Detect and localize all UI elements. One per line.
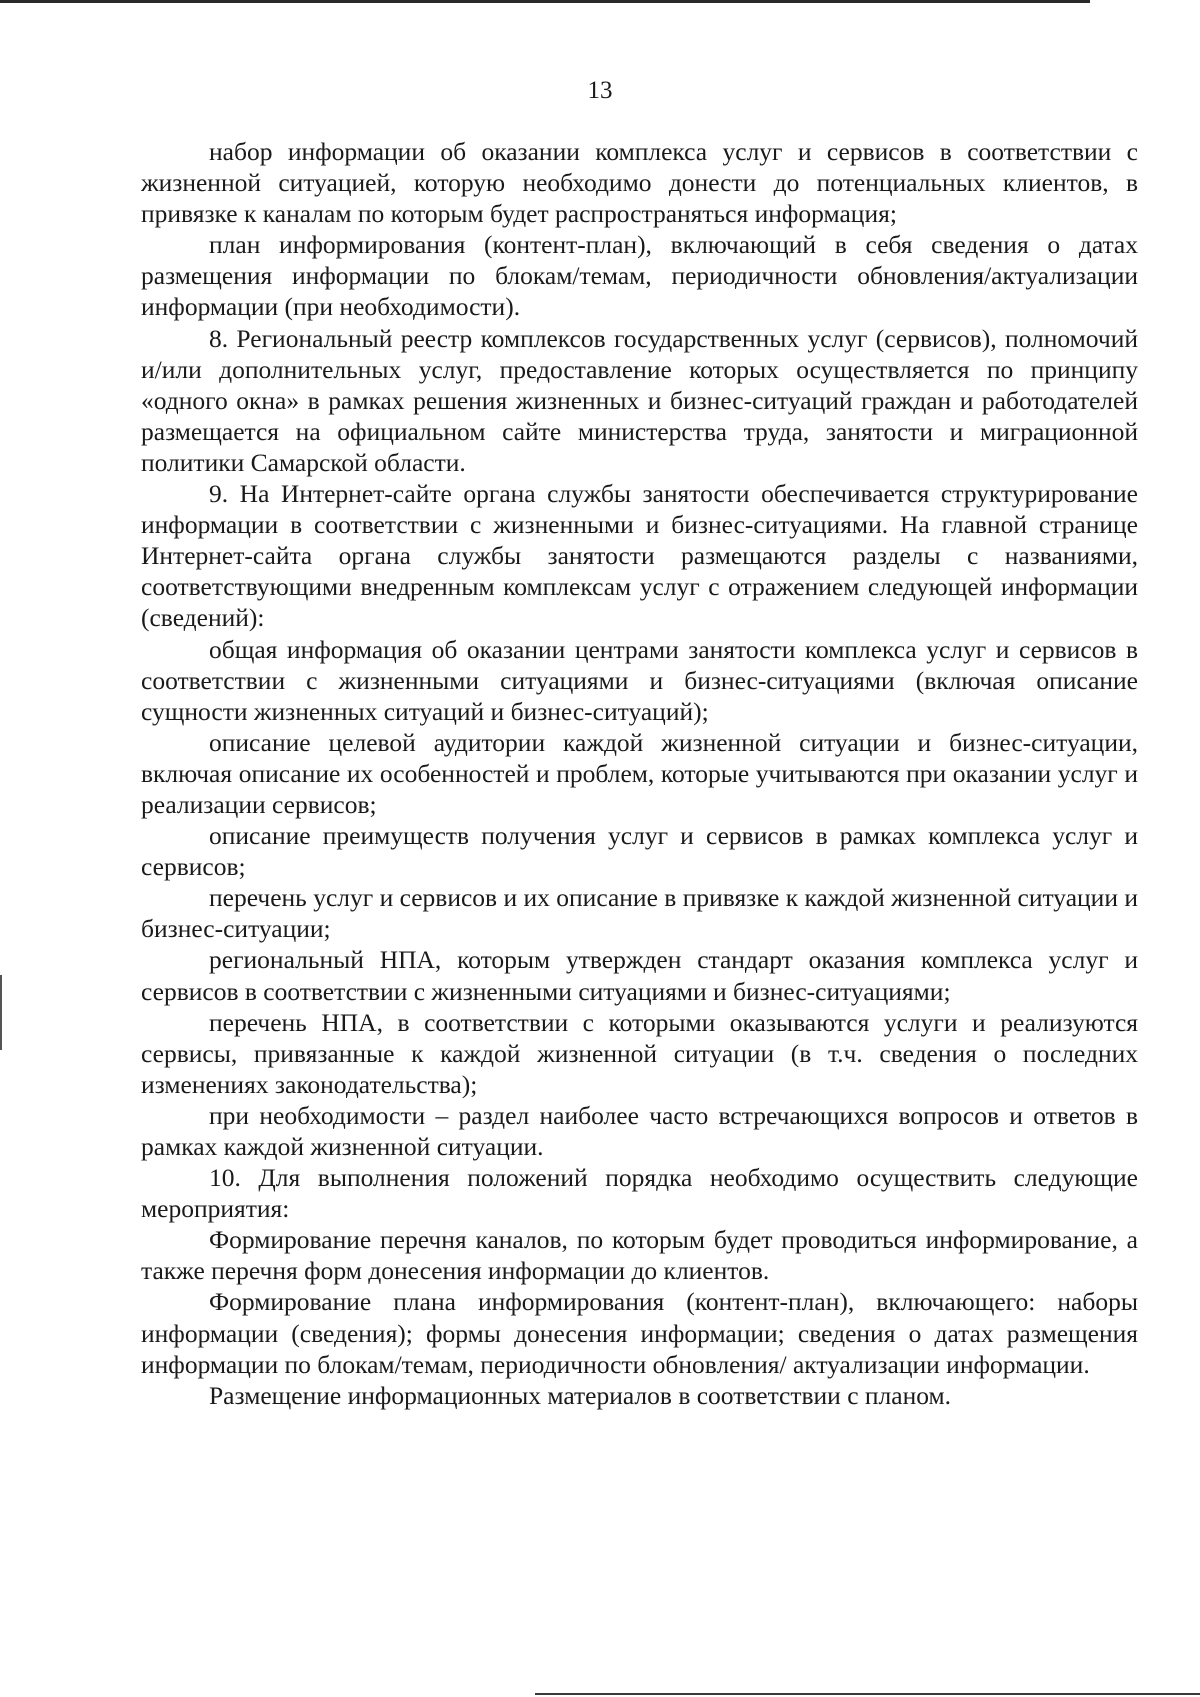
paragraph: описание преимуществ получения услуг и сервисов в рамках комплекса услуг и сервисов; xyxy=(141,821,1138,882)
paragraph: 9. На Интернет-сайте органа службы занятости обеспечивается структурирование информации в соответствии с жизненными и бизнес-ситуациями. На главной странице Интернет-сайта органа службы занятости размещаются разделы с названиями, соответствующими внедренным комплексам услуг с отражением следующей информации (сведений): xyxy=(141,479,1138,633)
paragraph: 10. Для выполнения положений порядка необходимо осуществить следующие мероприятия: xyxy=(141,1163,1138,1224)
document-body xyxy=(141,136,1138,1411)
paragraph: общая информация об оказании центрами занятости комплекса услуг и сервисов в соответствии с жизненными ситуациями и бизнес-ситуациями (включая описание сущности жизненных ситуаций и бизнес-ситуаций); xyxy=(141,634,1138,726)
paragraph: региональный НПА, которым утвержден стандарт оказания комплекса услуг и сервисов в соответствии с жизненными ситуациями и бизнес-ситуациями; xyxy=(141,945,1138,1006)
paragraph: план информирования (контент-план), включающий в себя сведения о датах размещения информации по блокам/темам, периодичности обновления/актуализации информации (при необходимости). xyxy=(141,230,1138,322)
scan-edge-bottom xyxy=(535,1693,1200,1695)
paragraph: Формирование перечня каналов, по которым будет проводиться информирование, а также перечня форм донесения информации до клиентов. xyxy=(141,1225,1138,1286)
paragraph: набор информации об оказании комплекса услуг и сервисов в соответствии с жизненной ситуацией, которую необходимо донести до потенциальных клиентов, в привязке к каналам по которым будет распространяться информация; xyxy=(141,137,1138,229)
paragraph: при необходимости – раздел наиболее часто встречающихся вопросов и ответов в рамках каждой жизненной ситуации. xyxy=(141,1100,1138,1161)
page-number: 13 xyxy=(587,77,613,104)
paragraph: Размещение информационных материалов в соответствии с планом. xyxy=(209,1380,952,1410)
scan-edge-left xyxy=(0,975,2,1050)
paragraph: перечень НПА, в соответствии с которыми оказываются услуги и реализуются сервисы, привязанные к каждой жизненной ситуации (в т.ч. сведения о последних изменениях законодательства); xyxy=(141,1007,1138,1099)
paragraph: Формирование плана информирования (контент-план), включающего: наборы информации (сведения); формы донесения информации; сведения о датах размещения информации по блокам/темам, периодичности обновления/ актуализации информации. xyxy=(141,1287,1138,1379)
paragraph: перечень услуг и сервисов и их описание в привязке к каждой жизненной ситуации и бизнес-ситуации; xyxy=(141,883,1138,944)
scan-edge-top xyxy=(0,0,1090,3)
paragraph: 8. Региональный реестр комплексов государственных услуг (сервисов), полномочий и/или дополнительных услуг, предоставление которых осуществляется по принципу «одного окна» в рамках решения жизненных и бизнес-ситуаций граждан и работодателей размещается на официальном сайте министерства труда, занятости и миграционной политики Самарской области. xyxy=(141,323,1138,477)
paragraph: описание целевой аудитории каждой жизненной ситуации и бизнес-ситуации, включая описание их особенностей и проблем, которые учитываются при оказании услуг и реализации сервисов; xyxy=(141,727,1138,819)
